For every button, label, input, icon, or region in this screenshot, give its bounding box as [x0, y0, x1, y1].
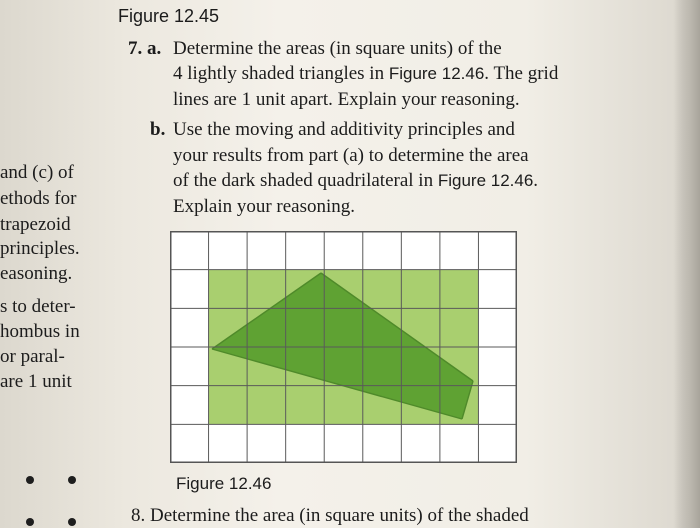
part-b-line-2: your results from part (a) to determine the area	[173, 145, 529, 166]
margin-line: principles.	[0, 238, 80, 259]
next-question: 8. Determine the area (in square units) of the shaded	[131, 505, 529, 526]
margin-line: and (c) of	[0, 162, 74, 183]
margin-line: hombus in	[0, 321, 80, 342]
part-a-line-2-tail: . The grid	[484, 63, 559, 84]
margin-line: trapezoid	[0, 214, 71, 235]
part-b-line-3-tail: .	[533, 170, 539, 191]
part-b-line-4: Explain your reasoning.	[173, 196, 356, 217]
part-b-line-3	[173, 170, 538, 192]
figure-title: Figure 12.45	[118, 6, 220, 26]
margin-line: s to deter-	[0, 296, 76, 317]
margin-line: ethods for	[0, 188, 77, 209]
part-b-label: b.	[150, 119, 166, 140]
part-b-line-1: Use the moving and additivity principles and	[173, 119, 515, 140]
figure-12-46-grid	[170, 231, 517, 463]
page-edge-shadow	[674, 0, 700, 528]
bullet-dot	[68, 476, 76, 484]
bullet-dot	[68, 518, 76, 526]
figure-reference: Figure 12.46	[388, 64, 485, 83]
part-b-line-3-text: of the dark shaded quadrilateral in	[173, 170, 438, 191]
question-number: 7. a.	[128, 38, 162, 59]
grid-figure	[170, 231, 517, 463]
figure-caption: Figure 12.46	[176, 474, 272, 493]
part-a-line-2-text: 4 lightly shaded triangles in	[173, 63, 389, 84]
margin-line: easoning.	[0, 263, 73, 284]
part-a-line-2	[173, 63, 558, 85]
bullet-dot	[26, 476, 34, 484]
figure-reference: Figure 12.46	[437, 171, 534, 190]
part-a-line-1: Determine the areas (in square units) of the	[173, 38, 502, 59]
margin-line: or paral-	[0, 346, 65, 367]
bullet-dot	[26, 518, 34, 526]
part-a-line-3: lines are 1 unit apart. Explain your reasoning.	[173, 89, 520, 110]
margin-line: are 1 unit	[0, 371, 72, 392]
